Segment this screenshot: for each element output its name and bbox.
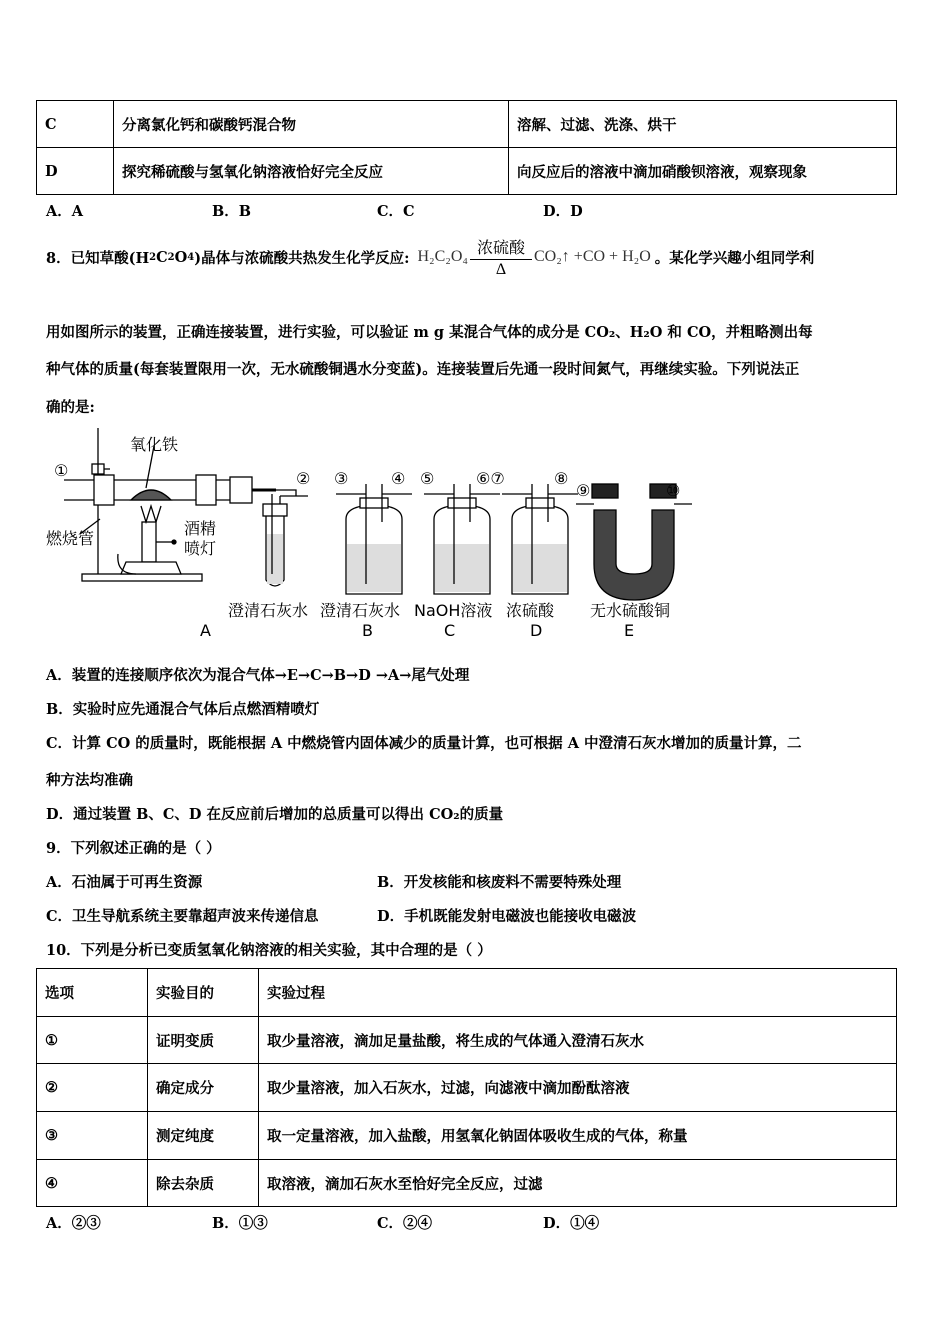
q10-option-c[interactable]: C．②④ — [377, 1215, 433, 1232]
q8-option-c-cont: 种方法均准确 — [46, 772, 133, 789]
port-8: ⑧ — [554, 469, 569, 488]
apparatus-d — [502, 484, 578, 594]
table-cell-option: ② — [37, 1064, 148, 1112]
q10-option-b[interactable]: B．①③ — [212, 1215, 268, 1232]
label-combustion-tube: 燃烧管 — [46, 529, 95, 548]
apparatus-diagram — [46, 424, 696, 644]
q7-option-c[interactable]: C．C — [377, 203, 415, 220]
table-cell-process: 取溶液，滴加石灰水至恰好完全反应，过滤 — [259, 1160, 897, 1207]
letter-c: C — [444, 621, 456, 640]
q9-option-a[interactable]: A．石油属于可再生资源 — [46, 874, 203, 891]
q8-option-c[interactable]: C．计算 CO 的质量时，既能根据 A 中燃烧管内固体减少的质量计算，也可根据 A 中澄清石灰水增加的质量计算，二 — [46, 735, 802, 752]
table-cell-purpose: 分离氯化钙和碳酸钙混合物 — [114, 101, 509, 148]
q10-stem: 10．下列是分析已变质氢氧化钠溶液的相关实验，其中合理的是（ ） — [46, 942, 492, 959]
port-9: ⑨ — [576, 481, 591, 500]
subscript: 2 — [167, 251, 175, 263]
q9-stem: 9．下列叙述正确的是（ ） — [46, 840, 221, 857]
label-limewater-b: 澄清石灰水 — [320, 601, 401, 620]
label-lamp-1: 酒精 — [184, 519, 217, 538]
table-cell-option: ③ — [37, 1112, 148, 1160]
table-cell-purpose: 测定纯度 — [148, 1112, 259, 1160]
q8-option-b[interactable]: B．实验时应先通混合气体后点燃酒精喷灯 — [46, 701, 320, 718]
port-6-7: ⑥⑦ — [476, 469, 505, 488]
subscript: 4 — [187, 251, 195, 263]
table-cell-purpose: 探究稀硫酸与氢氧化钠溶液恰好完全反应 — [114, 148, 509, 195]
port-3: ③ — [334, 469, 349, 488]
q9-option-b[interactable]: B．开发核能和核废料不需要特殊处理 — [377, 874, 622, 891]
table-cell-purpose: 除去杂质 — [148, 1160, 259, 1207]
q7-option-b[interactable]: B．B — [212, 203, 252, 220]
apparatus-b — [336, 484, 412, 594]
apparatus-c — [424, 484, 500, 594]
apparatus-a-limewater-tube — [263, 490, 308, 586]
equation-condition-top: 浓硫酸 — [470, 235, 532, 260]
q8-stem-line3: 种气体的质量(每套装置限用一次，无水硫酸铜遇水分变蓝)。连接装置后先通一段时间氮气，再继续实验。下列说法正 — [46, 361, 800, 378]
table-cell-process: 取少量溶液，滴加足量盐酸，将生成的气体通入澄清石灰水 — [259, 1017, 897, 1064]
letter-a: A — [200, 621, 211, 640]
letter-b: B — [362, 621, 373, 640]
table-cell-method: 向反应后的溶液中滴加硝酸钡溶液，观察现象 — [509, 148, 897, 195]
q8-option-a[interactable]: A．装置的连接顺序依次为混合气体→E→C→B→D →A→尾气处理 — [46, 667, 470, 684]
q8-lead-o: O — [174, 248, 188, 266]
table-cell-purpose: 确定成分 — [148, 1064, 259, 1112]
q9-option-d[interactable]: D．手机既能发射电磁波也能接收电磁波 — [377, 908, 637, 925]
table-header: 选项 — [37, 969, 148, 1017]
letter-e: E — [624, 621, 635, 640]
port-2: ② — [296, 469, 311, 488]
q8-stem-line2: 用如图所示的装置，正确连接装置，进行实验，可以验证 m g 某混合气体的成分是 CO₂、H₂O 和 CO，并粗略测出每 — [46, 324, 813, 341]
label-lamp-2: 喷灯 — [184, 539, 217, 558]
table-cell-process: 取少量溶液，加入石灰水，过滤，向滤液中滴加酚酞溶液 — [259, 1064, 897, 1112]
q8-lead: 8．已知草酸(H — [46, 249, 150, 267]
table-header: 实验过程 — [259, 969, 897, 1017]
q8-after-equation: 。某化学兴趣小组同学利 — [654, 249, 815, 267]
table-cell-option: C — [37, 101, 114, 148]
table-cell-method: 溶解、过滤、洗涤、烘干 — [509, 101, 897, 148]
port-5: ⑤ — [420, 469, 435, 488]
table-cell-process: 取一定量溶液，加入盐酸，用氢氧化钠固体吸收生成的气体，称量 — [259, 1112, 897, 1160]
label-conc-acid: 浓硫酸 — [506, 601, 555, 620]
q7-table — [36, 100, 897, 195]
port-10: ⑩ — [666, 481, 681, 500]
q9-option-c[interactable]: C．卫生导航系统主要靠超声波来传递信息 — [46, 908, 319, 925]
table-cell-purpose: 证明变质 — [148, 1017, 259, 1064]
q10-option-a[interactable]: A．②③ — [46, 1215, 101, 1232]
port-1: ① — [54, 461, 69, 480]
label-naoh: NaOH溶液 — [414, 601, 493, 620]
equation-condition-bottom: Δ — [495, 261, 507, 278]
label-cuso4: 无水硫酸铜 — [590, 601, 671, 620]
apparatus-e — [576, 484, 692, 600]
q8-option-d[interactable]: D．通过装置 B、C、D 在反应前后增加的总质量可以得出 CO₂的质量 — [46, 806, 504, 823]
equation-reactant: H₂C₂O₄ — [417, 248, 468, 265]
q10-table — [36, 968, 897, 1207]
table-header: 实验目的 — [148, 969, 259, 1017]
port-4: ④ — [391, 469, 406, 488]
q8-lead-c: C — [156, 248, 168, 266]
table-cell-option: ① — [37, 1017, 148, 1064]
q10-option-d[interactable]: D．①④ — [543, 1215, 600, 1232]
table-cell-option: D — [37, 148, 114, 195]
label-iron-oxide: 氧化铁 — [130, 435, 179, 454]
q8-stem-line4: 确的是: — [46, 399, 95, 416]
table-cell-option: ④ — [37, 1160, 148, 1207]
letter-d: D — [530, 621, 543, 640]
q8-lead-end: )晶体与浓硫酸共热发生化学反应: — [194, 249, 410, 267]
q7-option-a[interactable]: A．A — [46, 203, 84, 220]
label-limewater-a: 澄清石灰水 — [228, 601, 309, 620]
q7-option-d[interactable]: D．D — [543, 203, 583, 220]
subscript: 2 — [149, 251, 157, 263]
equation-products: CO₂↑ +CO + H₂O — [533, 248, 651, 265]
equation-condition — [470, 235, 532, 279]
q8-stem-line1 — [46, 232, 814, 282]
